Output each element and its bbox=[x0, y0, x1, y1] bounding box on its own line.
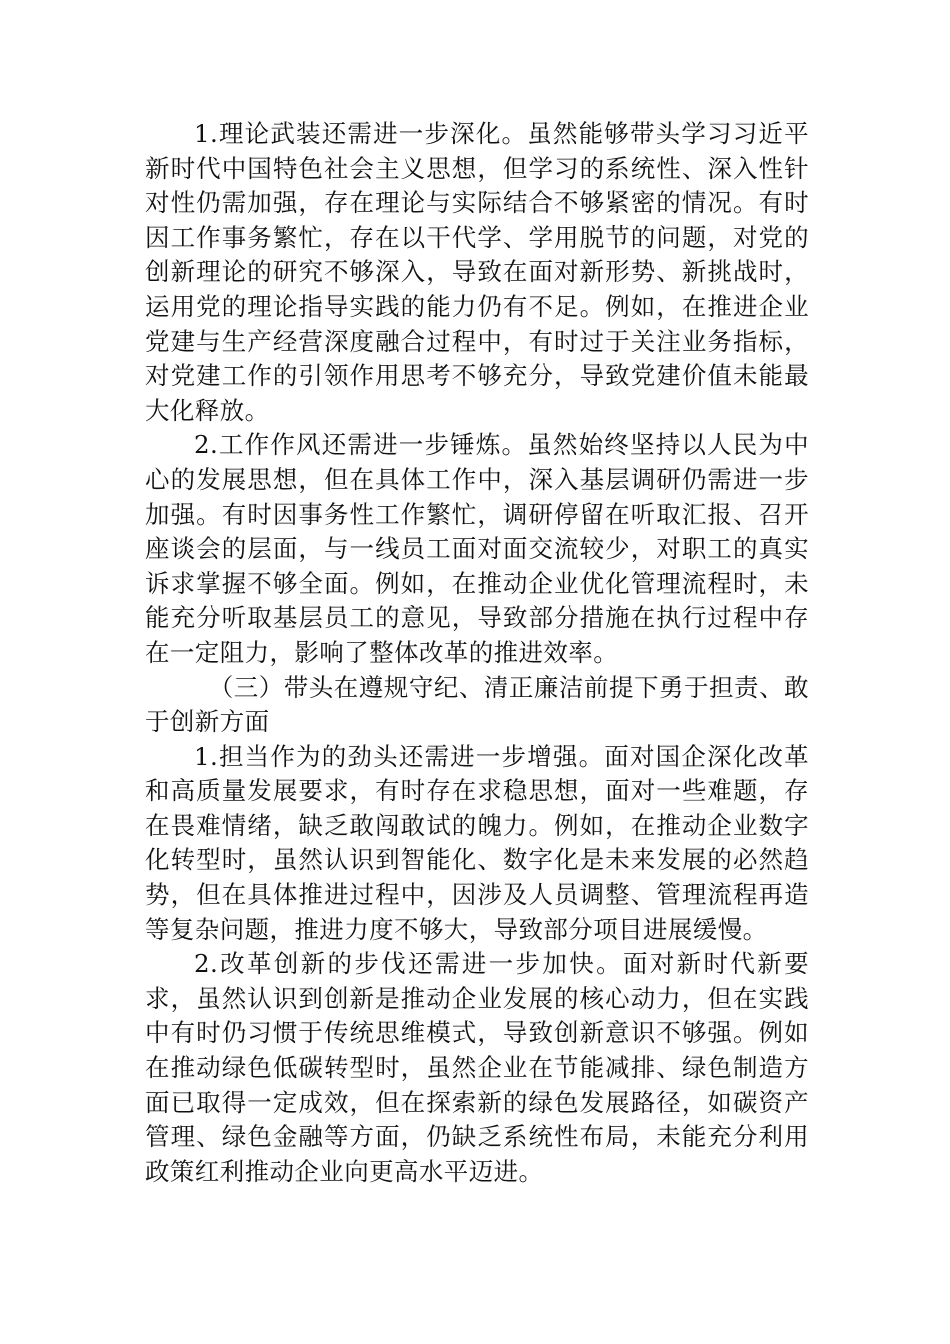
paragraph-reform-innovation: 2.改革创新的步伐还需进一步加快。面对新时代新要求，虽然认识到创新是推动企业发展的核心动力，但在实践中有时仍习惯于传统思维模式，导致创新意识不够强。例如在推动绿色低碳转型时，虽然企业在节能减排、绿色制造方面已取得一定成效，但在探索新的绿色发展路径，如碳资产管理、绿色金融等方面，仍缺乏系统性布局，未能充分利用政策红利推动企业向更高水平迈进。 bbox=[145, 949, 809, 1186]
paragraph-theory-study: 1.理论武装还需进一步深化。虽然能够带头学习习近平新时代中国特色社会主义思想，但学习的系统性、深入性针对性仍需加强，存在理论与实际结合不够紧密的情况。有时因工作事务繁忙，存在以干代学、学用脱节的问题，对党的创新理论的研究不够深入，导致在面对新形势、新挑战时，运用党的理论指导实践的能力仍有不足。例如，在推进企业党建与生产经营深度融合过程中，有时过于关注业务指标，对党建工作的引领作用思考不够充分，导致党建价值未能最大化释放。 bbox=[145, 119, 809, 425]
section-heading-three: （三）带头在遵规守纪、清正廉洁前提下勇于担责、敢于创新方面 bbox=[145, 672, 809, 737]
paragraph-work-style: 2.工作作风还需进一步锤炼。虽然始终坚持以人民为中心的发展思想，但在具体工作中，深入基层调研仍需进一步加强。有时因事务性工作繁忙，调研停留在听取汇报、召开座谈会的层面，与一线员工面对面交流较少，对职工的真实诉求掌握不够全面。例如，在推动企业优化管理流程时，未能充分听取基层员工的意见，导致部分措施在执行过程中存在一定阻力，影响了整体改革的推进效率。 bbox=[145, 430, 809, 667]
paragraph-responsibility: 1.担当作为的劲头还需进一步增强。面对国企深化改革和高质量发展要求，有时存在求稳思想，面对一些难题，存在畏难情绪，缺乏敢闯敢试的魄力。例如，在推动企业数字化转型时，虽然认识到智能化、数字化是未来发展的必然趋势，但在具体推进过程中，因涉及人员调整、管理流程再造等复杂问题，推进力度不够大，导致部分项目进展缓慢。 bbox=[145, 741, 809, 944]
document-body bbox=[145, 117, 809, 1189]
